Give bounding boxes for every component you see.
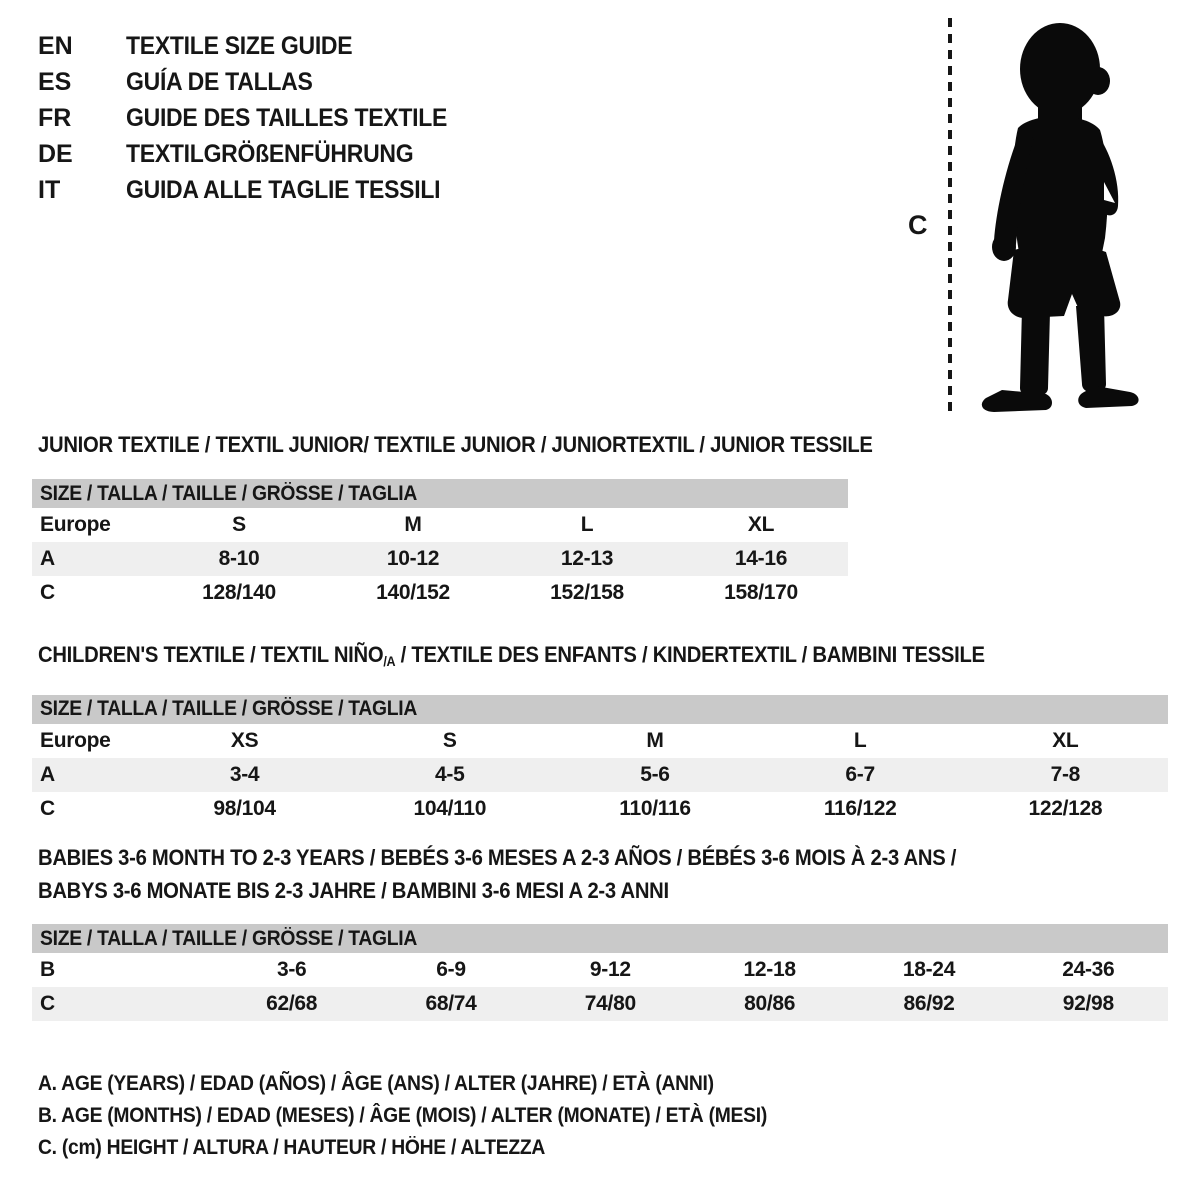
junior-textile-section	[32, 428, 873, 610]
language-list	[38, 28, 475, 208]
language-row	[38, 28, 475, 64]
size-cell: 12-13	[560, 547, 614, 570]
size-cell: 4-5	[435, 762, 465, 786]
table-title	[38, 841, 1168, 874]
table-row	[32, 724, 1168, 758]
size-cell: 116/122	[823, 796, 897, 820]
size-cell: L	[580, 513, 594, 536]
size-header-label: SIZE / TALLA / TAILLE / GRÖSSE / TAGLIA	[40, 481, 418, 505]
junior-table-title-box	[32, 428, 873, 461]
table-title-text	[38, 638, 985, 678]
size-cell: 10-12	[386, 547, 440, 570]
language-code: FR	[38, 103, 72, 132]
table-row	[32, 987, 1168, 1021]
size-cell: 128/140	[202, 581, 276, 604]
size-cell: 140/152	[376, 581, 450, 604]
size-cell: 12-18	[743, 958, 796, 981]
table-row	[32, 508, 848, 542]
language-title: TEXTILGRÖßENFÜHRUNG	[126, 139, 414, 168]
table-row	[32, 792, 1168, 826]
row-label: C	[40, 992, 55, 1015]
size-cell: M	[404, 513, 422, 536]
table-title-text	[38, 874, 669, 907]
table-title-segment: JUNIOR TEXTILE / TEXTIL JUNIOR/ TEXTILE JUNIOR / JUNIORTEXTIL / JUNIOR TESSILE	[38, 432, 873, 457]
height-measure-dashed-line	[948, 18, 952, 416]
babies-table-title-box	[32, 841, 1168, 907]
size-cell: S	[442, 728, 457, 752]
language-row	[38, 136, 475, 172]
children-textile-section	[32, 638, 1168, 826]
size-cell: 5-6	[640, 762, 670, 786]
table-row	[32, 576, 848, 610]
table-title	[38, 874, 1168, 907]
table-title-segment: CHILDREN'S TEXTILE / TEXTIL NIÑO	[38, 642, 384, 667]
row-label: B	[40, 958, 55, 981]
legend-item	[38, 1100, 830, 1132]
size-cell: XL	[747, 513, 775, 536]
size-cell: 74/80	[584, 992, 636, 1015]
size-cell: 14-16	[734, 547, 788, 570]
size-cell: 122/128	[1028, 796, 1103, 820]
size-cell: 86/92	[903, 992, 955, 1015]
language-row	[38, 100, 475, 136]
legend-item	[38, 1132, 830, 1164]
size-cell: 98/104	[213, 796, 276, 820]
language-code: EN	[38, 31, 73, 60]
row-label: C	[40, 796, 55, 820]
language-title: GUIDA ALLE TAGLIE TESSILI	[126, 175, 441, 204]
legend-item-text: A. AGE (YEARS) / EDAD (AÑOS) / ÂGE (ANS) / ALTER (JAHRE) / ETÀ (ANNI)	[38, 1072, 714, 1095]
height-measure-label: C	[908, 210, 928, 240]
table-rows	[32, 953, 1168, 1021]
table-title-segment: BABIES 3-6 MONTH TO 2-3 YEARS / BEBÉS 3-6 MESES A 2-3 AÑOS / BÉBÉS 3-6 MOIS À 2-3 ANS /	[38, 845, 957, 870]
size-header-label: SIZE / TALLA / TAILLE / GRÖSSE / TAGLIA	[40, 697, 418, 721]
table-rows	[32, 724, 1168, 826]
table-rows	[32, 508, 848, 610]
toddler-silhouette-icon	[958, 6, 1158, 414]
size-cell: 24-36	[1062, 958, 1115, 981]
size-header-bar	[32, 479, 848, 508]
legend-item	[38, 1068, 830, 1100]
size-cell: 7-8	[1050, 762, 1081, 786]
language-code: DE	[38, 139, 73, 168]
size-cell: 62/68	[266, 992, 318, 1015]
babies-textile-section	[32, 841, 1168, 1021]
table-title-text	[38, 841, 956, 874]
size-header-label: SIZE / TALLA / TAILLE / GRÖSSE / TAGLIA	[40, 926, 418, 950]
measure-legend	[38, 1068, 830, 1164]
table-title	[38, 428, 873, 461]
language-code: ES	[38, 67, 72, 96]
language-title: GUÍA DE TALLAS	[126, 67, 313, 96]
size-cell: 104/110	[413, 796, 487, 820]
size-header-bar	[32, 924, 1168, 953]
row-label: A	[40, 547, 55, 570]
size-cell: 68/74	[425, 992, 477, 1015]
table-title	[38, 638, 1168, 678]
size-cell: 3-6	[276, 958, 307, 981]
language-row	[38, 64, 475, 100]
language-title: TEXTILE SIZE GUIDE	[126, 31, 353, 60]
size-cell: 80/86	[744, 992, 796, 1015]
row-label: Europe	[40, 728, 111, 752]
legend-item-text: C. (cm) HEIGHT / ALTURA / HAUTEUR / HÖHE / ALTEZZA	[38, 1136, 546, 1159]
table-title-segment: BABYS 3-6 MONATE BIS 2-3 JAHRE / BAMBINI 3-6 MESI A 2-3 ANNI	[38, 878, 669, 903]
size-cell: 152/158	[550, 581, 624, 604]
row-label: A	[40, 762, 55, 786]
size-cell: 6-7	[845, 762, 875, 786]
table-title-subscript: /A	[383, 653, 396, 669]
table-row	[32, 953, 1168, 987]
row-label: C	[40, 581, 55, 604]
size-cell: 110/116	[619, 796, 691, 820]
size-cell: 92/98	[1062, 992, 1114, 1015]
language-code: IT	[38, 175, 61, 204]
size-cell: 158/170	[724, 581, 798, 604]
row-label: Europe	[40, 513, 111, 536]
table-title-text	[38, 428, 873, 461]
size-cell: L	[853, 728, 867, 752]
language-title: GUIDE DES TAILLES TEXTILE	[126, 103, 448, 132]
language-row	[38, 172, 475, 208]
size-cell: 6-9	[436, 958, 466, 981]
size-header-bar	[32, 695, 1168, 724]
children-table-title-box	[32, 638, 1168, 678]
size-cell: XL	[1052, 728, 1079, 752]
size-cell: 3-4	[229, 762, 260, 786]
legend-item-text: B. AGE (MONTHS) / EDAD (MESES) / ÂGE (MOIS) / ALTER (MONATE) / ETÀ (MESI)	[38, 1104, 768, 1127]
size-cell: 9-12	[589, 958, 631, 981]
size-cell: S	[232, 513, 246, 536]
table-title-segment: / TEXTILE DES ENFANTS / KINDERTEXTIL / BAMBINI TESSILE	[395, 642, 985, 667]
size-cell: 8-10	[218, 547, 260, 570]
table-row	[32, 758, 1168, 792]
size-cell: M	[646, 728, 664, 752]
size-cell: 18-24	[902, 958, 956, 981]
size-cell: XS	[230, 728, 259, 752]
table-row	[32, 542, 848, 576]
